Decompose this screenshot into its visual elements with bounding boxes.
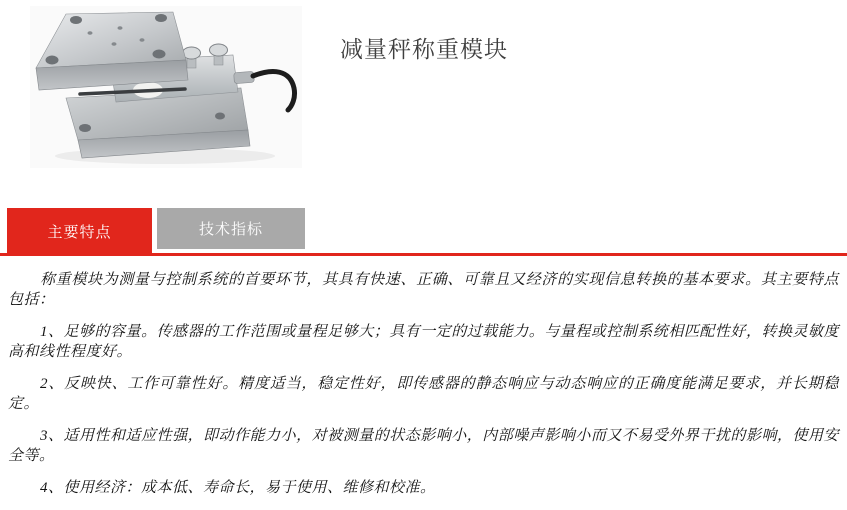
feature-item-3: 3、适用性和适应性强，即动作能力小，对被测量的状态影响小，内部噪声影响小而又不易受外界干扰的影响，使用安全等。 <box>8 428 839 464</box>
product-photo <box>30 6 302 168</box>
weighing-module-image <box>30 6 302 168</box>
feature-item-2: 2、反映快、工作可靠性好。精度适当，稳定性好，即传感器的静态响应与动态响应的正确度能满足要求，并长期稳定。 <box>8 376 839 412</box>
feature-item-4: 4、使用经济：成本低、寿命长，易于使用、维修和校准。 <box>40 480 436 496</box>
tab-main-features-label: 主要特点 <box>47 224 112 241</box>
tab-tech-specs-label: 技术指标 <box>198 221 263 238</box>
tab-main-features[interactable] <box>7 208 152 255</box>
page-title: 减量秤称重模块 <box>340 36 508 63</box>
intro-paragraph: 称重模块为测量与控制系统的首要环节，其具有快速、正确、可靠且又经济的实现信息转换的基本要求。其主要特点包括： <box>8 272 839 308</box>
feature-item-1: 1、足够的容量。传感器的工作范围或量程足够大；具有一定的过载能力。与量程或控制系统相匹配性好，转换灵敏度高和线性程度好。 <box>8 324 839 360</box>
feature-content <box>8 264 839 510</box>
tab-tech-specs[interactable] <box>157 208 305 249</box>
accent-divider <box>0 253 847 256</box>
